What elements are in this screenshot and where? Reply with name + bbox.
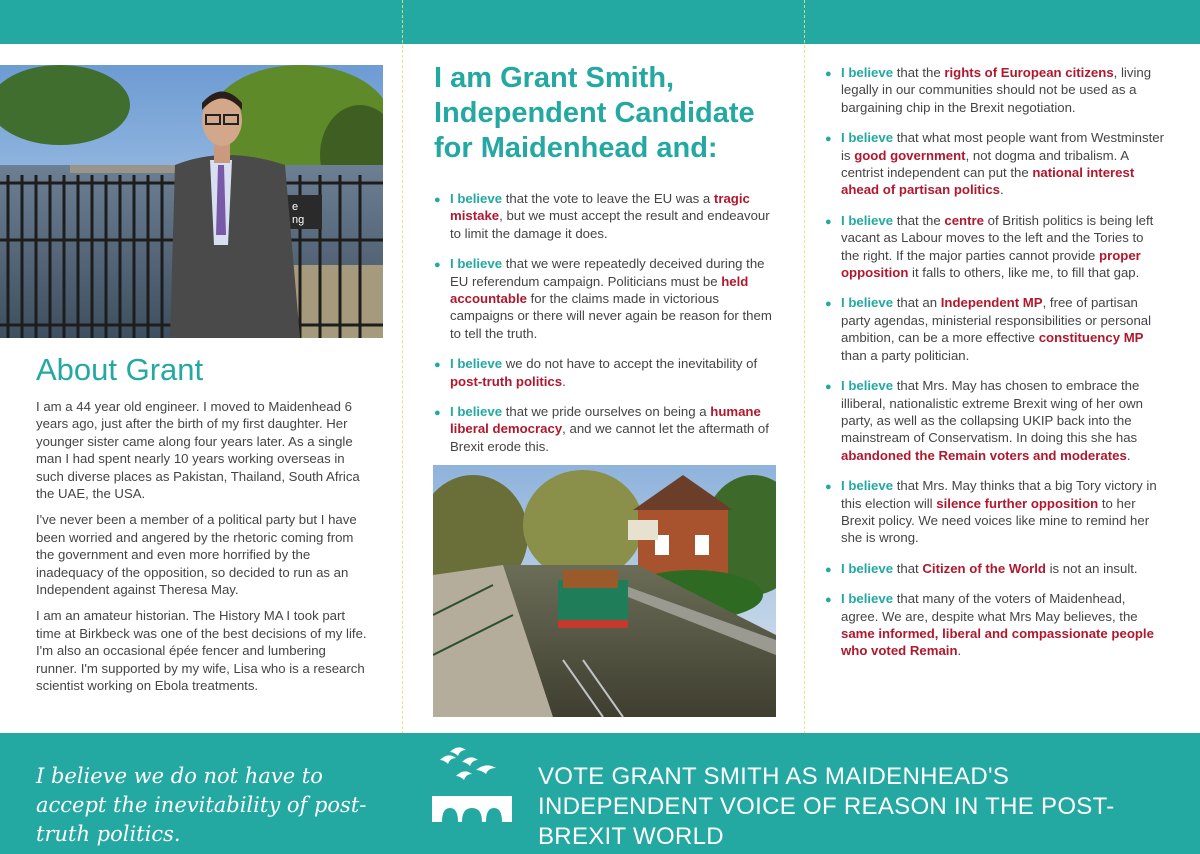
about-paragraph: I am an amateur historian. The History MA I took part time at Birkbeck was one of the best decisions of my life. I'm also an occasional épée fencer and lumbering runner. I'm supported by my wife, Lisa who is a research scientist working on Ebola treatments. [36,608,367,694]
belief-text: that many of the voters of Maidenhead, agree. We are, despite what Mrs May believes, the [841,591,1138,624]
belief-item [434,355,784,390]
belief-lead: I believe [450,256,503,272]
about-body [36,398,370,704]
belief-item [825,64,1165,116]
about-paragraph: I am a 44 year old engineer. I moved to Maidenhead 6 years ago, just after the birth of my first daughter. Her younger sister came along four years later. As a single man I had spent nearly 10 years working overseas in such diverse places as Pakistan, Thailand, South Africa the UAE, the USA. [36,399,360,502]
belief-lead: I believe [450,356,503,372]
belief-item [825,590,1165,660]
belief-highlight: tragic mistake [450,191,750,224]
belief-highlight: post-truth politics [450,373,563,389]
belief-text: that the vote to leave the EU was a [502,191,714,206]
candidate-photo [0,65,383,338]
belief-highlight: centre [944,212,984,228]
bullet-icon: ● [825,563,832,576]
belief-highlight: proper opposition [841,247,1141,281]
bullet-icon: ● [434,194,441,206]
belief-text: . [957,643,962,659]
bullet-icon: ● [825,594,832,607]
svg-text:ng: ng [292,214,305,226]
bullet-icon: ● [825,68,832,80]
belief-text: , free of partisan party agendas, ministerial responsibilities or personal ambition, can be a more effective [841,295,1152,346]
bullet-icon: ● [434,259,441,272]
belief-lead: I believe [841,65,894,80]
belief-text: . [1000,182,1004,198]
belief-highlight: rights of European citizens [944,65,1114,80]
belief-item [825,294,1165,364]
belief-text: . [1126,447,1131,463]
call-to-action: VOTE GRANT SMITH AS MAIDENHEAD'S INDEPENDENT VOICE OF REASON IN THE POST-BREXIT WORLD [538,763,1115,850]
belief-text: , living legally in our communities should not be used as a bargaining chip in the Brexit negotiation. [841,65,1152,115]
belief-lead: I believe [841,560,894,576]
belief-highlight: humane liberal democracy [450,404,761,437]
belief-item [825,212,1165,282]
bullet-icon: ● [434,359,441,372]
belief-text: that [893,560,923,576]
pull-quote: I believe we do not have to accept the inevitability of post-truth politics. [36,764,367,846]
belief-text: . [562,373,566,389]
belief-lead: I believe [841,591,894,607]
belief-highlight: good government [854,147,966,163]
belief-text: than a party politician. [841,347,970,363]
belief-lead: I believe [450,191,503,206]
bullet-icon: ● [825,381,832,394]
belief-item [434,403,784,455]
belief-item [825,560,1165,577]
belief-item [825,129,1165,199]
belief-item [434,190,784,242]
belief-text: to her Brexit policy. We need voices like mine to remind her she is wrong. [841,495,1150,546]
belief-lead: I believe [841,478,894,494]
right-belief-list [825,64,1165,673]
belief-lead: I believe [841,378,894,394]
about-paragraph: I've never been a member of a political party but I have been worried and angered by the rhetoric coming from the government and even more horrified by the inadequacy of the opposition, so decided to run as an Independent against Theresa May. [36,512,357,598]
belief-item [825,377,1165,464]
belief-text: , and we cannot let the aftermath of Brexit erode this. [450,421,769,454]
fold-line-left [402,0,403,854]
belief-highlight: same informed, liberal and compassionate people who voted Remain [841,625,1154,659]
about-title: About Grant [36,352,204,387]
belief-highlight: abandoned the Remain voters and moderates [841,447,1127,463]
svg-text:e: e [292,201,299,213]
belief-text: , but we must accept the result and endeavour to limit the damage it does. [450,208,770,241]
bullet-icon: ● [434,407,441,420]
belief-text: that the [893,65,945,80]
belief-text: we do not have to accept the inevitability of [502,356,758,372]
belief-text: that the [893,212,945,228]
belief-lead: I believe [841,130,894,146]
bullet-icon: ● [825,133,832,146]
belief-text: that Mrs. May thinks that a big Tory victory in this election will [841,478,1157,511]
belief-text: of British politics is being left vacant as Labour moves to the left and the Tories to the right. If the major parties cannot provide [841,212,1154,263]
belief-text: is not an insult. [1045,560,1138,576]
belief-highlight: constituency MP [1038,330,1144,346]
top-color-band [0,0,1200,44]
bullet-icon: ● [825,481,832,494]
belief-highlight: silence further opposition [936,495,1099,511]
belief-text: , not dogma and tribalism. A centrist independent can put the [841,147,1129,181]
fold-line-right [804,0,805,854]
belief-lead: I believe [841,212,894,228]
belief-text: that an [893,295,941,311]
belief-highlight: Independent MP [940,295,1043,311]
belief-item [825,477,1165,547]
bullet-icon: ● [825,215,832,228]
bullet-icon: ● [825,298,832,311]
middle-belief-list [434,190,784,468]
belief-text: that what most people want from Westminster is [841,130,1165,163]
belief-highlight: Citizen of the World [922,560,1046,576]
belief-lead: I believe [841,295,894,311]
belief-highlight: national interest ahead of partisan politics [841,165,1135,198]
belief-text: for the claims made in victorious campaigns or there will never again be reason for them to tell the truth. [450,291,772,341]
canal-lock-photo [433,465,776,717]
birds-over-bridge-icon [432,740,512,822]
belief-lead: I believe [450,404,503,420]
belief-highlight: held accountable [450,273,749,307]
belief-item [434,255,784,342]
belief-text: it falls to others, like me, to fill that gap. [908,265,1140,281]
headline: I am Grant Smith, Independent Candidate for Maidenhead and: [434,62,755,164]
belief-text: that we were repeatedly deceived during the EU referendum campaign. Politicians must be [450,256,765,289]
belief-text: that we pride ourselves on being a [502,404,711,420]
belief-text: that Mrs. May has chosen to embrace the illiberal, nationalistic extreme Brexit wing of her own party, as well as the collapsing UKIP back into the mainstream of Conservatism. In doing this she has [841,378,1143,446]
